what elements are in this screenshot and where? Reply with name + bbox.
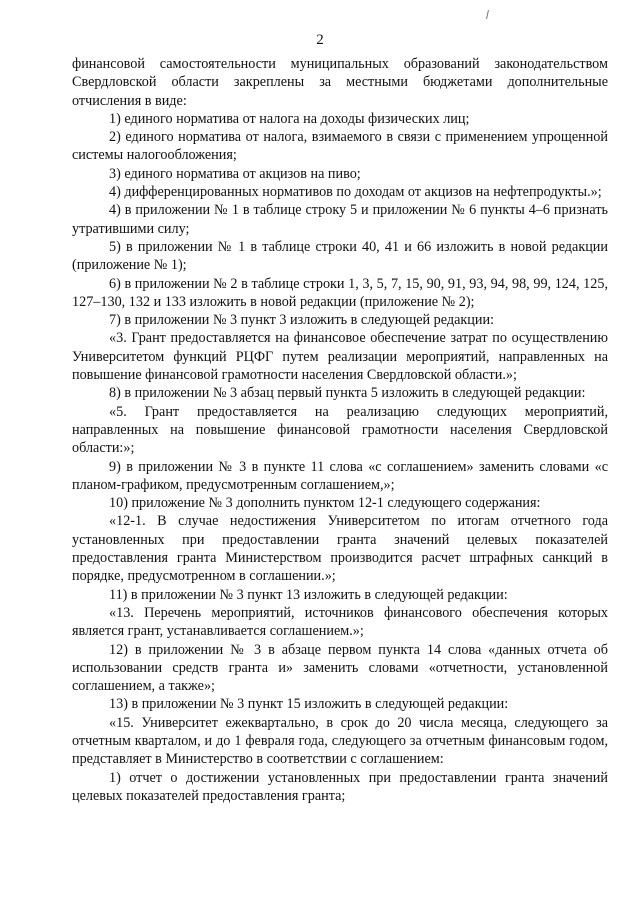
page-number: 2 (316, 32, 324, 48)
paragraph: 7) в приложении № 3 пункт 3 изложить в следующей редакции: (109, 312, 495, 329)
paragraph: 1) единого норматива от налога на доходы физических лиц; (109, 110, 470, 127)
paragraph: 5) в приложении № 1 в таблице строки 40, 41 и 66 изложить в новой редакции (приложение № 1); (72, 238, 608, 274)
paragraph: 4) дифференцированных нормативов по доходам от акцизов на нефтепродукты.»; (109, 184, 602, 201)
scan-mark (486, 10, 489, 19)
paragraph: 10) приложение № 3 дополнить пунктом 12-1 следующего содержания: (109, 495, 541, 512)
paragraph: 3) единого норматива от акцизов на пиво; (109, 165, 361, 182)
paragraph: «5. Грант предоставляется на реализацию следующих мероприятий, направленных на повышение финансовой грамотности населения Свердловской области:»; (72, 403, 608, 457)
paragraph: 6) в приложении № 2 в таблице строки 1, 3, 5, 7, 15, 90, 91, 93, 94, 98, 99, 124, 125, 127–130, 132 и 133 изложить в новой редакции (приложение № 2); (72, 275, 608, 310)
paragraph: 12) в приложении № 3 в абзаце первом пункта 14 слова «данных отчета об использовании средств гранта и» заменить словами «отчетности, установленной соглашением, а также»; (72, 641, 608, 695)
paragraph: 8) в приложении № 3 абзац первый пункта 5 изложить в следующей редакции: (109, 385, 586, 402)
paragraph: «12-1. В случае недостижения Университетом по итогам отчетного года установленных при предоставлении гранта значений целевых показателей предоставления гранта Министерством производится расчет штрафных санкций в порядке, предусмотренном в соглашении.»; (72, 513, 608, 585)
paragraph: финансовой самостоятельности муниципальных образований законодательством Свердловской области закреплены за местными бюджетами дополнительные отчисления в виде: (72, 56, 608, 109)
paragraph: «3. Грант предоставляется на финансовое обеспечение затрат по осуществлению Университетом функций РЦФГ путем реализации мероприятий, направленных на повышение финансовой грамотности населения Свердловской области.»; (72, 330, 608, 384)
paragraph: 11) в приложении № 3 пункт 13 изложить в следующей редакции: (109, 586, 508, 603)
document-body (72, 55, 608, 805)
paragraph: 9) в приложении № 3 в пункте 11 слова «с соглашением» заменить словами «с планом-графиком, предусмотренным соглашением,»; (72, 458, 608, 493)
paragraph: 2) единого норматива от налога, взимаемого в связи с применением упрощенной системы налогообложения; (72, 129, 608, 164)
paragraph: 4) в приложении № 1 в таблице строку 5 и приложении № 6 пункты 4–6 признать утратившими силу; (72, 202, 608, 237)
paragraph: 1) отчет о достижении установленных при предоставлении гранта значений целевых показателей предоставления гранта; (72, 769, 608, 804)
paragraph: 13) в приложении № 3 пункт 15 изложить в следующей редакции: (109, 696, 509, 713)
paragraph: «15. Университет ежеквартально, в срок до 20 числа месяца, следующего за отчетным кварталом, и до 1 февраля года, следующего за отчетным финансовым годом, представляет в Министерство в соответствии с соглашением: (72, 714, 608, 768)
paragraph: «13. Перечень мероприятий, источников финансового обеспечения которых является грант, устанавливается соглашением.»; (72, 604, 608, 640)
